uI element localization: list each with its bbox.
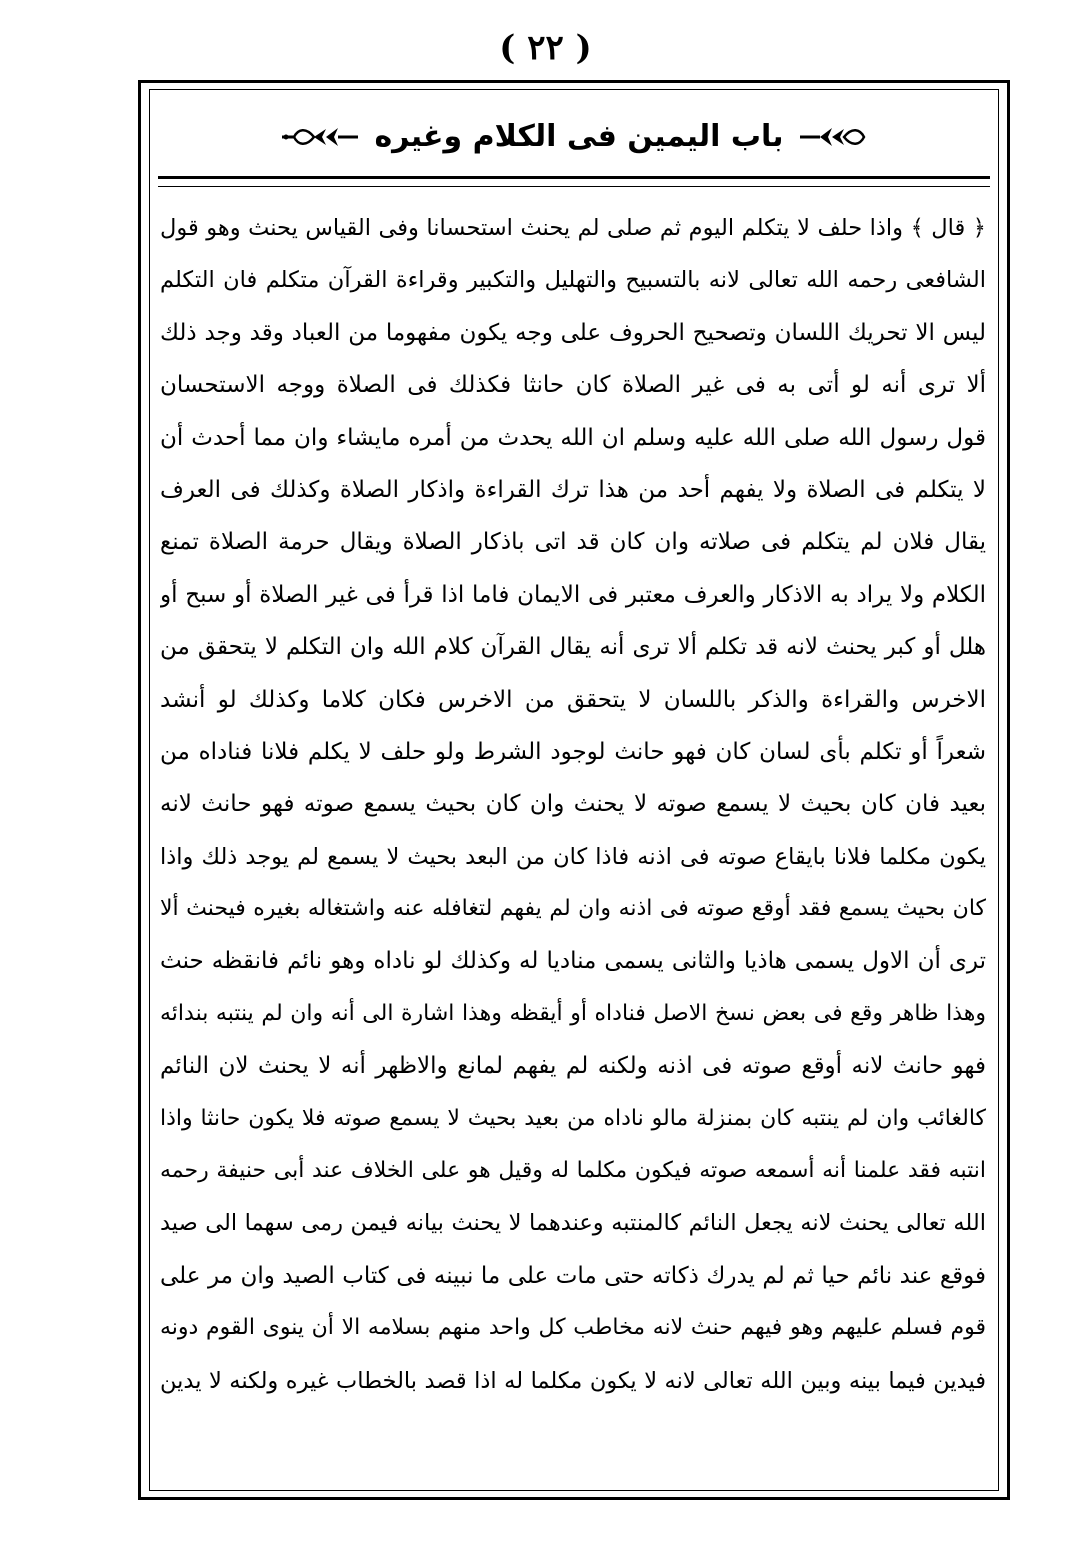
text-line: كان بحيث يسمع فقد أوقع صوته فى اذنه وان لم يفهم لتغافله عنه واشتغاله بغيره فيحنث ألا	[160, 896, 986, 922]
text-line: بعيد فان كان بحيث لا يسمع صوته لا يحنث وان كان بحيث يسمع صوته فهو حانث لانه	[160, 791, 986, 818]
ornament-right-icon	[798, 125, 868, 149]
text-line: الاخرس والقراءة والذكر باللسان لا يتحقق من الاخرس فكان كلاما وكذلك لو أنشد	[160, 686, 986, 713]
text-line: ألا ترى أنه لو أتى به فى غير الصلاة كان حانثا فكذلك فى الصلاة ووجه الاستحسان	[160, 372, 986, 399]
text-line: قول رسول الله صلى الله عليه وسلم ان الله يحدث من أمره مايشاء وان مما أحدث أن	[160, 424, 986, 451]
ornament-left-icon	[280, 125, 360, 149]
text-line: يقال فلان لم يتكلم فى صلاته وان كان قد اتى باذكار الصلاة ويقال حرمة الصلاة تمنع	[160, 529, 986, 556]
text-line: هلل أو كبر يحنث لانه قد تكلم ألا ترى أنه يقال القرآن كلام الله وان التكلم لا يتحقق من	[160, 634, 986, 661]
text-line: ليس الا تحريك اللسان وتصحيح الحروف على وجه يكون مفهوما من العباد وقد وجد ذلك	[160, 319, 986, 346]
text-line: ترى أن الاول يسمى هاذيا والثانى يسمى مناديا له وكذلك لو ناداه وهو نائم فانقظه حنث	[160, 948, 986, 975]
text-line: انتبه فقد علمنا أنه أسمعه صوته فيكون مكلما له وقيل هو على الخلاف عند أبى حنيفة رحمه	[160, 1158, 986, 1184]
text-line: فهو حانث لانه أوقع صوته فى اذنه ولكنه لم يفهم لمانع والاظهر أنه لا يحنث لان النائم	[160, 1053, 986, 1080]
text-line: فوقع عند نائم حيا ثم لم يدرك ذكاته حتى مات على ما نبينه فى كتاب الصيد وان مر على	[160, 1262, 986, 1289]
text-line: الله تعالى يحنث لانه يجعل النائم كالمنتبه وعندهما لا يحنث بيانه فيمن رمى سهما الى صيد	[160, 1210, 986, 1237]
text-line: يكون مكلما فلانا بايقاع صوته فى اذنه فاذا كان من البعد بحيث لا يسمع لم يوجد ذلك واذا	[160, 843, 986, 870]
text-line: فيدين فيما بينه وبين الله تعالى لانه لا يكون مكلما له اذا قصد بالخطاب غيره ولكنه لا يدين	[160, 1367, 986, 1394]
text-line: كالغائب وان لم ينتبه كان بمنزلة مالو ناداه من بعيد بحيث لا يسمع صوته فلا يكون حانثا واذا	[160, 1105, 986, 1131]
text-line: قوم فسلم عليهم وهو فيهم حنث لانه مخاطب كل واحد منهم بسلامه الا أن ينوى القوم دونه	[160, 1315, 986, 1341]
header-rule-thin	[158, 186, 990, 187]
text-line: الشافعى رحمه الله تعالى لانه بالتسبيح والتهليل والتكبير وقراءة القرآن متكلم فان التكلم	[160, 267, 986, 294]
text-line: ﴿ قال ﴾ واذا حلف لا يتكلم اليوم ثم صلى لم يحنث استحسانا وفى القياس يحنث وهو قول	[160, 215, 986, 241]
text-line: الكلام ولا يراد به الاذكار والعرف معتبر فى الايمان فاما اذا قرأ فى غير الصلاة أو سبح أو	[160, 581, 986, 608]
text-line: وهذا ظاهر وقع فى بعض نسخ الاصل فناداه أو أيقظه وهذا اشارة الى أنه وان لم ينتبه بندائه	[160, 1000, 986, 1026]
text-line: شعراً أو تكلم بأى لسان كان فهو حانث لوجود الشرط ولو حلف لا يكلم فلانا فناداه من	[160, 738, 986, 765]
chapter-title: باب اليمين فى الكلام وغيره	[374, 119, 784, 154]
text-line: لا يتكلم فى الصلاة ولا يفهم أحد من هذا ترك القراءة واذكار الصلاة وكذلك فى العرف	[160, 476, 986, 503]
page-number: ( ٢٢ )	[499, 28, 592, 68]
chapter-header	[149, 112, 999, 162]
header-rule-thick	[158, 176, 990, 179]
body-text	[160, 202, 986, 1492]
